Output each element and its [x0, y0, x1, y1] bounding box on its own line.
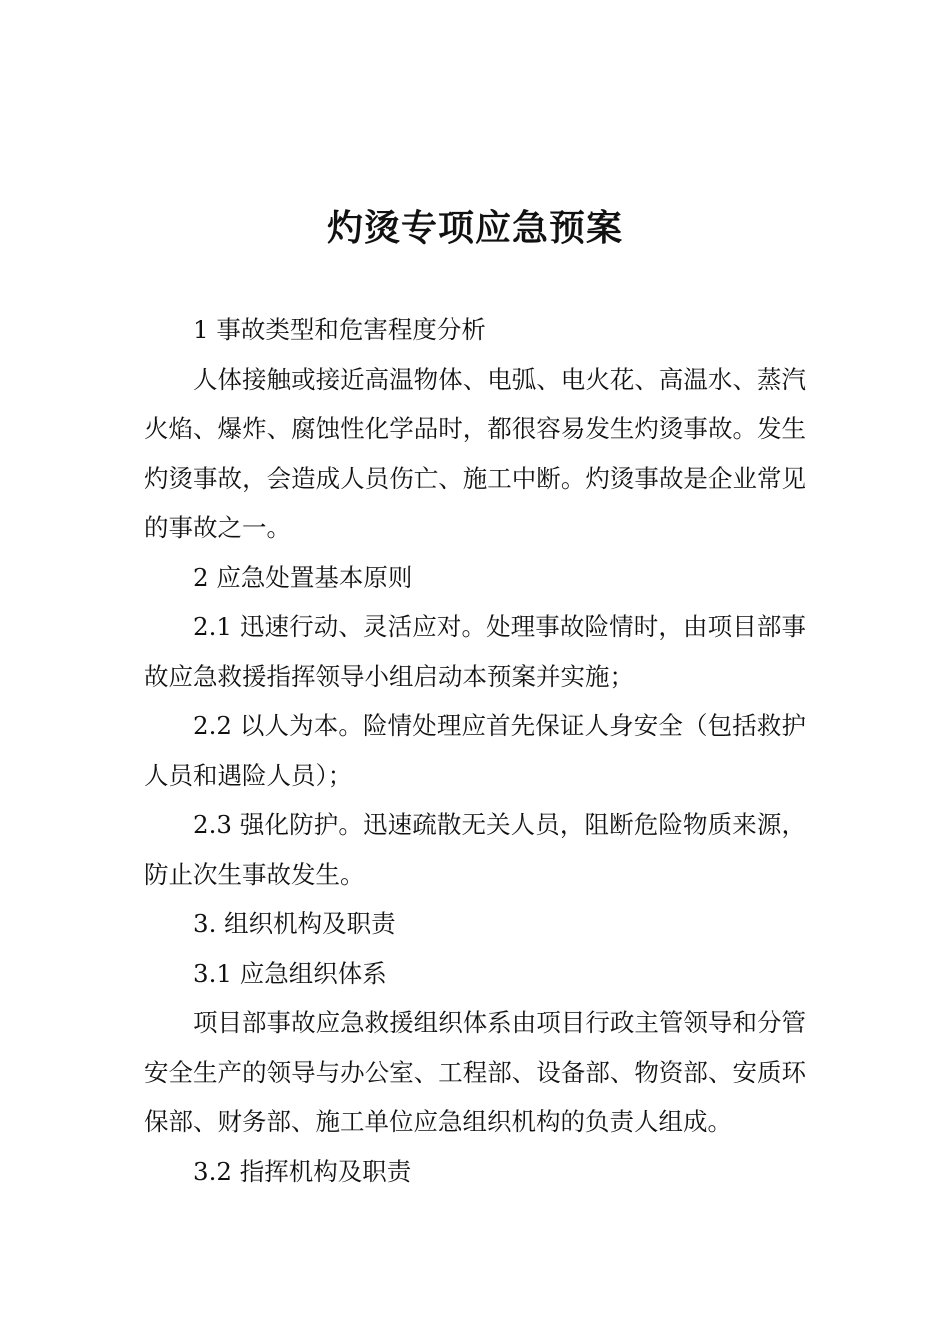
subsection-heading: 3.1 应急组织体系: [193, 958, 387, 988]
section-heading: 3. 组织机构及职责: [193, 909, 396, 938]
section-heading: 1 事故类型和危害程度分析: [193, 315, 486, 344]
document-body: [144, 305, 806, 1196]
page-title: 灼烫专项应急预案: [326, 208, 623, 249]
paragraph: 2.3 强化防护。迅速疏散无关人员，阻断危险物质来源，防止次生事故发生。: [144, 810, 806, 889]
paragraph: 项目部事故应急救援组织体系由项目行政主管领导和分管安全生产的领导与办公室、工程部、设备部、物资部、安质环保部、财务部、施工单位应急组织机构的负责人组成。: [144, 1008, 806, 1136]
paragraph: 人体接触或接近高温物体、电弧、电火花、高温水、蒸汽火焰、爆炸、腐蚀性化学品时，都很容易发生灼烫事故。发生灼烫事故，会造成人员伤亡、施工中断。灼烫事故是企业常见的事故之一。: [144, 364, 806, 542]
paragraph: 2.2 以人为本。险情处理应首先保证人身安全（包括救护人员和遇险人员）；: [144, 711, 806, 790]
section-heading: 2 应急处置基本原则: [193, 562, 413, 592]
subsection-heading: 3.2 指挥机构及职责: [193, 1156, 412, 1186]
paragraph: 2.1 迅速行动、灵活应对。处理事故险情时，由项目部事故应急救援指挥领导小组启动本预案并实施；: [144, 612, 806, 691]
